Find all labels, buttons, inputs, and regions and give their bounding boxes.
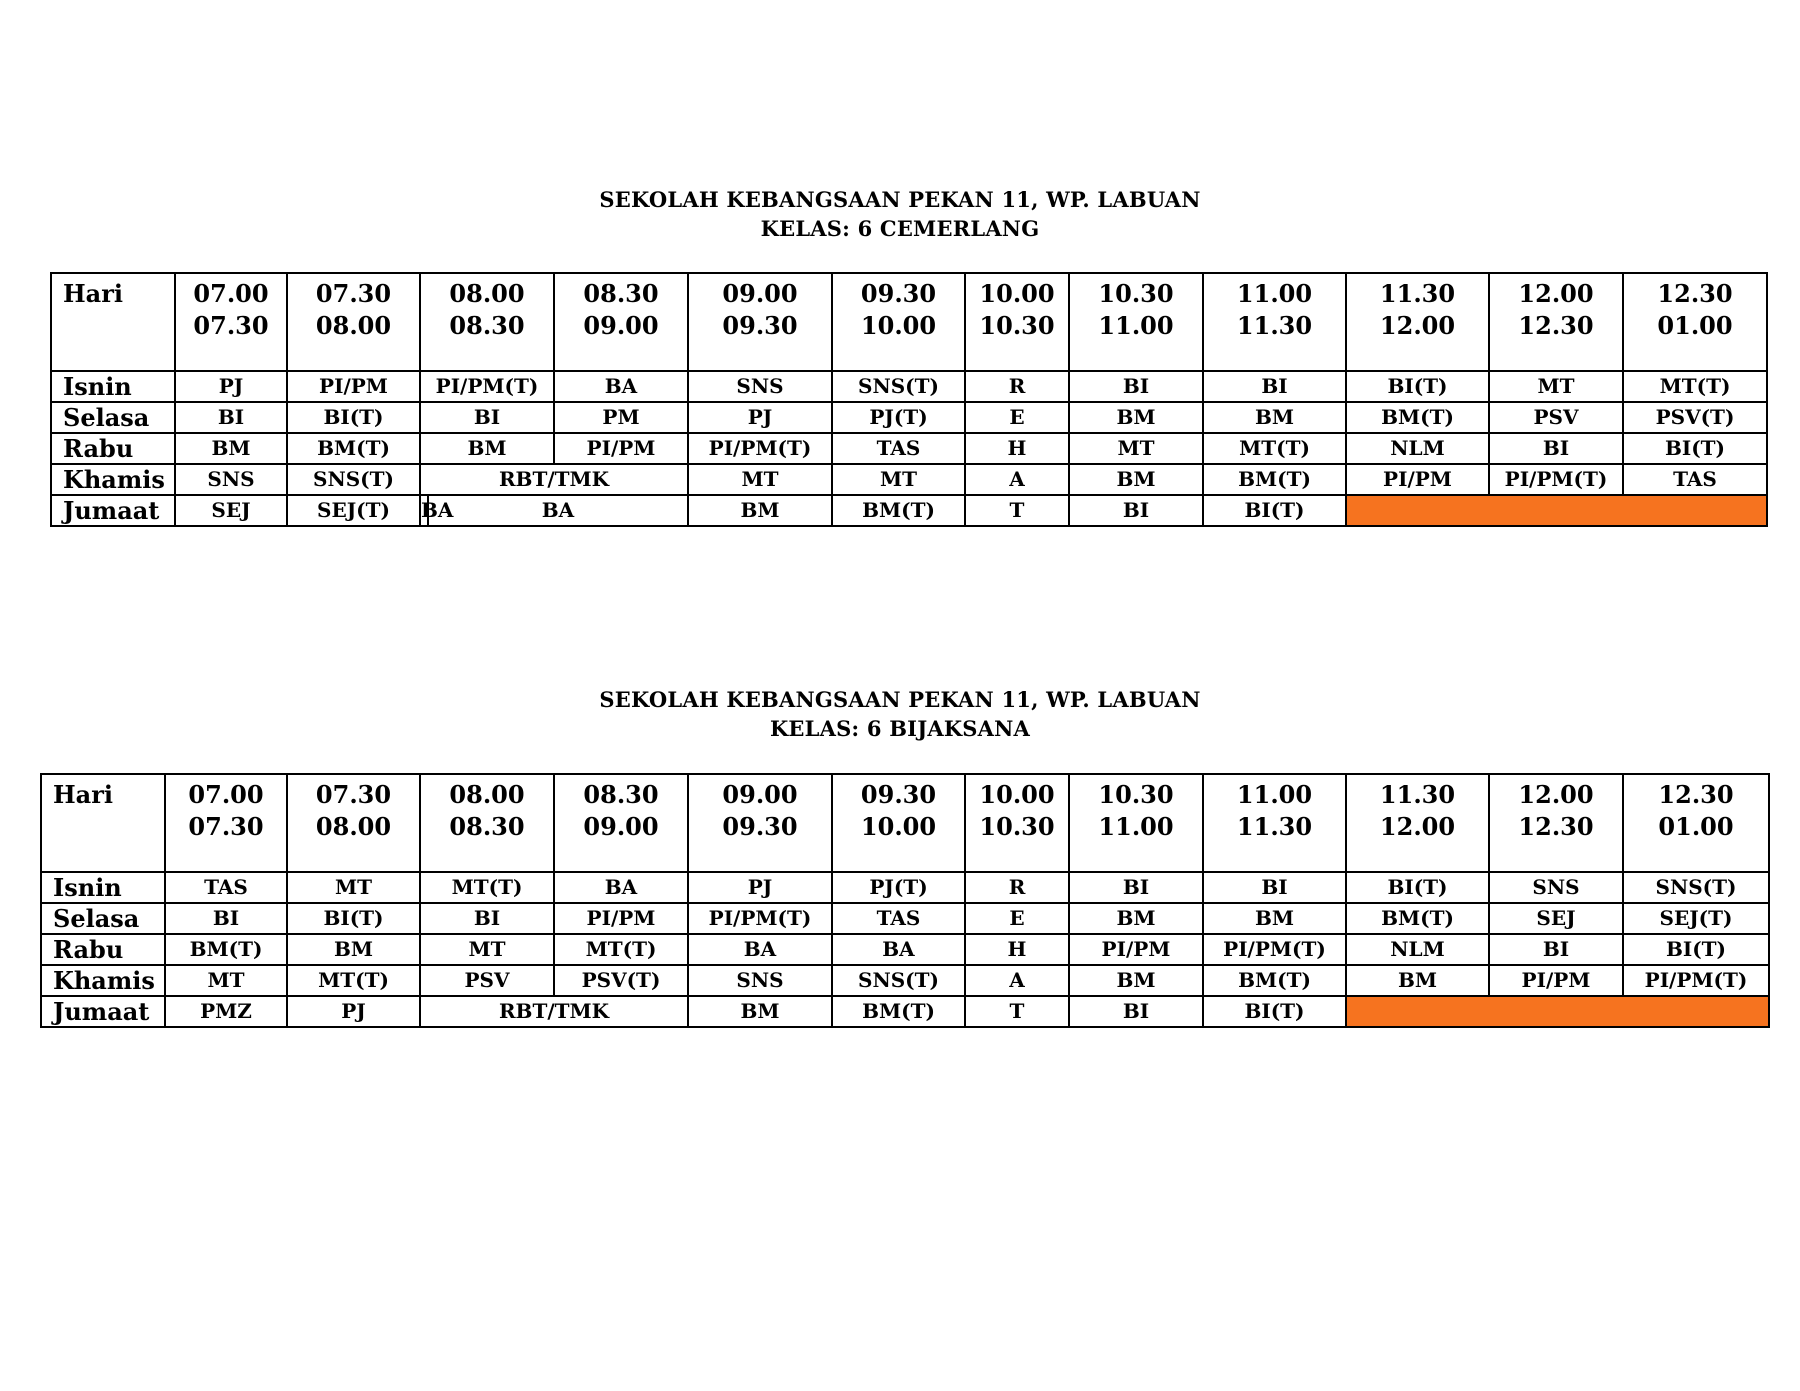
time-header: 11.00 11.30 (1203, 273, 1346, 371)
subject-cell: BM(T) (1203, 464, 1346, 495)
time-header: 08.30 09.00 (554, 273, 688, 371)
subject-cell: PI/PM(T) (688, 433, 832, 464)
subject-cell: BI(T) (1623, 934, 1769, 965)
day-header: Hari (51, 273, 175, 371)
subject-cell: BM (420, 433, 554, 464)
time-header: 09.00 09.30 (688, 273, 832, 371)
header-row (51, 273, 1767, 371)
subject-cell: SNS(T) (832, 371, 965, 402)
subject-cell: TAS (1623, 464, 1767, 495)
subject-cell: PI/PM(T) (1489, 464, 1623, 495)
subject-cell: BM (1069, 903, 1203, 934)
subject-cell: BM(T) (1346, 402, 1489, 433)
time-header: 07.30 08.00 (287, 774, 420, 872)
day-row-rabu (51, 433, 1767, 464)
time-header: 10.00 10.30 (965, 774, 1069, 872)
time-header: 08.00 08.30 (420, 273, 554, 371)
subject-cell: MT (287, 872, 420, 903)
subject-cell: PSV (1489, 402, 1623, 433)
subject-cell: BI (1069, 872, 1203, 903)
time-header: 12.00 12.30 (1489, 774, 1623, 872)
subject-cell: RBT/TMK (420, 996, 688, 1027)
subject-cell: MT(T) (287, 965, 420, 996)
subject-cell: BA (688, 934, 832, 965)
subject-cell: BI (175, 402, 287, 433)
subject-cell: BM (1203, 402, 1346, 433)
subject-cell: PSV(T) (1623, 402, 1767, 433)
subject-cell: BA (420, 495, 428, 526)
subject-cell: MT(T) (1623, 371, 1767, 402)
school-title: SEKOLAH KEBANGSAAN PEKAN 11, WP. LABUAN (599, 187, 1201, 212)
subject-cell: MT (832, 464, 965, 495)
subject-cell: MT (420, 934, 554, 965)
day-row-khamis (51, 464, 1767, 495)
subject-cell: PI/PM(T) (1623, 965, 1769, 996)
subject-cell: MT (688, 464, 832, 495)
header-row (41, 774, 1769, 872)
subject-cell: SNS(T) (1623, 872, 1769, 903)
subject-cell: BI(T) (1623, 433, 1767, 464)
subject-cell: BM (1203, 903, 1346, 934)
time-header: 10.30 11.00 (1069, 774, 1203, 872)
subject-cell: SNS (175, 464, 287, 495)
subject-cell: BI(T) (1346, 872, 1489, 903)
subject-cell: MT (165, 965, 287, 996)
subject-cell: BI (165, 903, 287, 934)
subject-cell: BM (1346, 965, 1489, 996)
class-title: KELAS: 6 BIJAKSANA (769, 716, 1031, 741)
subject-cell: MT(T) (554, 934, 688, 965)
subject-cell: BI (420, 903, 554, 934)
subject-cell: BM(T) (165, 934, 287, 965)
subject-cell: H (965, 934, 1069, 965)
timetable-table (40, 773, 1770, 1028)
subject-cell: SNS(T) (287, 464, 420, 495)
day-label: Isnin (41, 872, 165, 903)
subject-cell: PSV (420, 965, 554, 996)
subject-cell: TAS (832, 433, 965, 464)
subject-cell: PSV(T) (554, 965, 688, 996)
subject-cell: A (965, 464, 1069, 495)
subject-cell: PMZ (165, 996, 287, 1027)
subject-cell: SNS (688, 371, 832, 402)
time-header: 12.00 12.30 (1489, 273, 1623, 371)
subject-cell: A (965, 965, 1069, 996)
subject-cell: SNS (688, 965, 832, 996)
subject-cell: BM(T) (1203, 965, 1346, 996)
day-label: Khamis (41, 965, 165, 996)
time-header: 09.30 10.00 (832, 273, 965, 371)
subject-cell: TAS (165, 872, 287, 903)
subject-cell: PM (554, 402, 688, 433)
subject-cell: PJ (688, 402, 832, 433)
highlight-block (1346, 495, 1767, 526)
day-row-isnin (41, 872, 1769, 903)
time-header: 08.00 08.30 (420, 774, 554, 872)
subject-cell: H (965, 433, 1069, 464)
subject-cell: BA (832, 934, 965, 965)
time-header: 08.30 09.00 (554, 774, 688, 872)
day-label: Isnin (51, 371, 175, 402)
time-header: 11.00 11.30 (1203, 774, 1346, 872)
subject-cell: BI (1203, 371, 1346, 402)
day-label: Selasa (41, 903, 165, 934)
subject-cell: BM(T) (1346, 903, 1489, 934)
subject-cell: SEJ (1489, 903, 1623, 934)
subject-cell: BI(T) (287, 903, 420, 934)
subject-cell: SEJ(T) (287, 495, 420, 526)
subject-cell: BM (1069, 402, 1203, 433)
subject-cell: BI(T) (1203, 996, 1346, 1027)
subject-cell: MT (1069, 433, 1203, 464)
time-header: 12.30 01.00 (1623, 774, 1769, 872)
subject-cell: SNS(T) (832, 965, 965, 996)
subject-cell: BI (420, 402, 554, 433)
subject-cell: PJ (688, 872, 832, 903)
subject-cell: TAS (832, 903, 965, 934)
day-row-rabu (41, 934, 1769, 965)
subject-cell: E (965, 903, 1069, 934)
time-header: 11.30 12.00 (1346, 273, 1489, 371)
subject-cell: BM(T) (287, 433, 420, 464)
subject-cell: MT(T) (420, 872, 554, 903)
subject-cell: NLM (1346, 433, 1489, 464)
day-label: Jumaat (41, 996, 165, 1027)
subject-cell: BM (287, 934, 420, 965)
subject-cell: PI/PM (1069, 934, 1203, 965)
subject-cell: BA (554, 371, 688, 402)
day-header: Hari (41, 774, 165, 872)
subject-cell: PI/PM (1489, 965, 1623, 996)
day-label: Rabu (41, 934, 165, 965)
day-row-selasa (41, 903, 1769, 934)
subject-cell: MT (1489, 371, 1623, 402)
subject-cell: R (965, 872, 1069, 903)
subject-cell: PJ (287, 996, 420, 1027)
subject-cell: BI (1203, 872, 1346, 903)
subject-cell: BI(T) (287, 402, 420, 433)
subject-cell: PI/PM (554, 903, 688, 934)
subject-cell: NLM (1346, 934, 1489, 965)
day-label: Jumaat (51, 495, 175, 526)
day-row-jumaat (41, 996, 1769, 1027)
subject-cell: T (965, 495, 1069, 526)
subject-cell: SEJ (175, 495, 287, 526)
subject-cell: BA (428, 495, 688, 526)
time-header: 09.00 09.30 (688, 774, 832, 872)
time-header: 09.30 10.00 (832, 774, 965, 872)
subject-cell: PI/PM (554, 433, 688, 464)
subject-cell: BI (1069, 495, 1203, 526)
school-title: SEKOLAH KEBANGSAAN PEKAN 11, WP. LABUAN (599, 687, 1201, 712)
subject-cell: BM (688, 495, 832, 526)
time-header: 11.30 12.00 (1346, 774, 1489, 872)
subject-cell: E (965, 402, 1069, 433)
subject-cell: BI(T) (1203, 495, 1346, 526)
subject-cell: PI/PM(T) (1203, 934, 1346, 965)
class-title: KELAS: 6 CEMERLANG (760, 216, 1040, 241)
subject-cell: BM (175, 433, 287, 464)
subject-cell: PJ (175, 371, 287, 402)
subject-cell: BI (1069, 996, 1203, 1027)
highlight-block (1346, 996, 1769, 1027)
subject-cell: BM (1069, 965, 1203, 996)
subject-cell: BM (688, 996, 832, 1027)
subject-cell: BI (1069, 371, 1203, 402)
subject-cell: SEJ(T) (1623, 903, 1769, 934)
day-row-khamis (41, 965, 1769, 996)
subject-cell: PJ(T) (832, 402, 965, 433)
subject-cell: BM (1069, 464, 1203, 495)
subject-cell: PI/PM(T) (688, 903, 832, 934)
day-label: Selasa (51, 402, 175, 433)
subject-cell: T (965, 996, 1069, 1027)
subject-cell: BA (554, 872, 688, 903)
subject-cell: PI/PM (1346, 464, 1489, 495)
subject-cell: MT(T) (1203, 433, 1346, 464)
day-row-isnin (51, 371, 1767, 402)
time-header: 10.30 11.00 (1069, 273, 1203, 371)
subject-cell: BM(T) (832, 996, 965, 1027)
subject-cell: BI (1489, 433, 1623, 464)
day-label: Rabu (51, 433, 175, 464)
subject-cell: BI(T) (1346, 371, 1489, 402)
subject-cell: PI/PM(T) (420, 371, 554, 402)
timetable-table (50, 272, 1768, 527)
subject-cell: RBT/TMK (420, 464, 688, 495)
day-label: Khamis (51, 464, 175, 495)
subject-cell: R (965, 371, 1069, 402)
subject-cell: BI (1489, 934, 1623, 965)
time-header: 07.00 07.30 (165, 774, 287, 872)
time-header: 07.00 07.30 (175, 273, 287, 371)
day-row-selasa (51, 402, 1767, 433)
time-header: 10.00 10.30 (965, 273, 1069, 371)
subject-cell: PJ(T) (832, 872, 965, 903)
time-header: 12.30 01.00 (1623, 273, 1767, 371)
subject-cell: BM(T) (832, 495, 965, 526)
time-header: 07.30 08.00 (287, 273, 420, 371)
subject-cell: SNS (1489, 872, 1623, 903)
day-row-jumaat (51, 495, 1767, 526)
subject-cell: PI/PM (287, 371, 420, 402)
